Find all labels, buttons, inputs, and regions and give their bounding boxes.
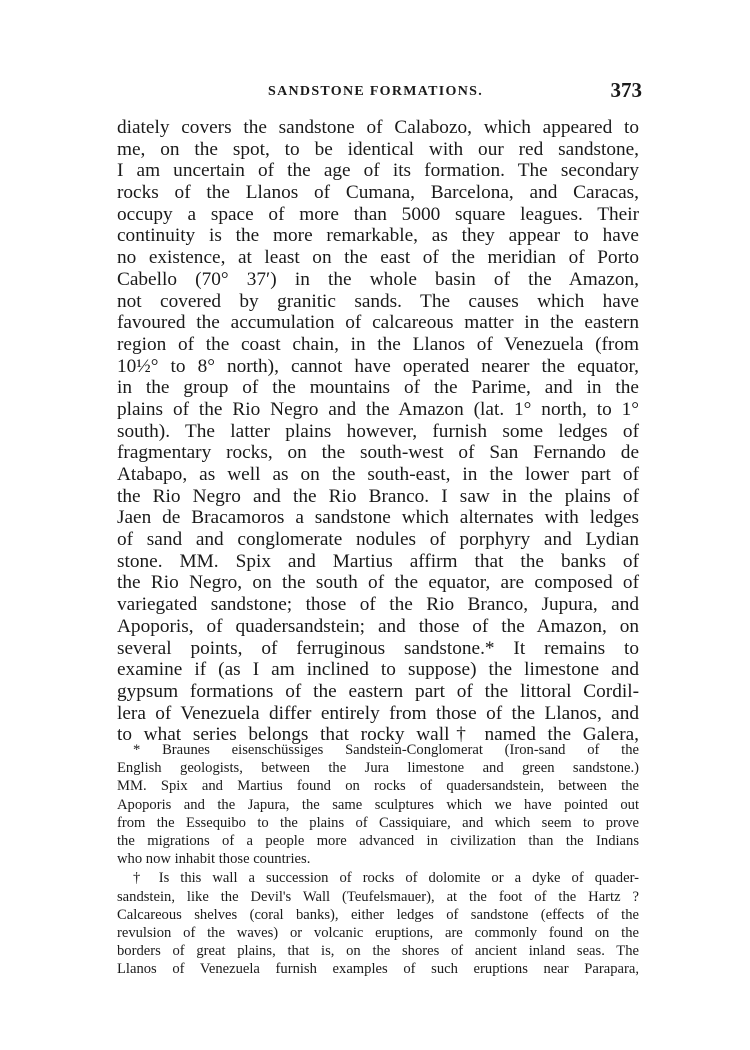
body-line: 10½° to 8° north), cannot have operated nearer the equator, [117,355,639,377]
body-line: Apoporis, of quadersandstein; and those of the Amazon, on [117,615,639,637]
body-line: several points, of ferruginous sandstone.* It remains to [117,637,639,659]
body-line: diately covers the sandstone of Calabozo, which appeared to [117,117,639,138]
body-line: variegated sandstone; those of the Rio Branco, Jupura, and [117,594,639,616]
body-line: continuity is the more remarkable, as they appear to have [117,225,639,247]
body-line: fragmentary rocks, on the south-west of San Fernando de [117,442,639,464]
body-line: no existence, at least on the east of the meridian of Porto [117,247,639,269]
body-line: Atabapo, as well as on the south-east, in the lower part of [117,464,639,485]
footnote-line: * Braunes eisenschüssiges Sandstein-Conglomerat (Iron-sand of the [133,742,639,758]
footnote-line: revulsion of the waves) or volcanic eruptions, are commonly found on the [117,924,639,941]
body-text [117,117,639,746]
footnote-line: who now inhabit those countries. [117,851,311,868]
footnote-line: sandstein, like the Devil's Wall (Teufelsmauer), at the foot of the Hartz ? [117,888,639,905]
body-line: me, on the spot, to be identical with our red sandstone, [117,138,639,160]
body-line: favoured the accumulation of calcareous matter in the eastern [117,312,639,334]
footnote-line: † Is this wall a succession of rocks of dolomite or a dyke of quader- [133,870,639,887]
body-line: gypsum formations of the eastern part of the littoral Cordil- [117,680,639,702]
body-line: the Rio Negro and the Rio Branco. I saw in the plains of [117,485,639,507]
body-line: of sand and conglomerate nodules of porphyry and Lydian [117,529,639,551]
body-line: rocks of the Llanos of Cumana, Barcelona, and Caracas, [117,182,639,204]
body-line: south). The latter plains however, furnish some ledges of [117,420,639,442]
body-line: occupy a space of more than 5000 square leagues. Their [117,203,639,225]
body-line: Cabello (70° 37′) in the whole basin of the Amazon, [117,268,639,290]
footnote-line: Apoporis and the Japura, the same sculptures which we have pointed out [117,796,639,813]
footnote-line: English geologists, between the Jura limestone and green sandstone.) [117,760,639,777]
body-line: region of the coast chain, in the Llanos of Venezuela (from [117,333,639,355]
footnote-line: borders of great plains, that is, on the shores of ancient inland seas. The [117,943,639,960]
footnote-line: MM. Spix and Martius found on rocks of quadersandstein, between the [117,778,639,795]
body-line: examine if (as I am inclined to suppose) the limestone and [117,659,639,681]
page-number: 373 [610,78,642,102]
running-head [112,80,642,106]
footnote-line: Llanos of Venezuela furnish examples of such eruptions near Parapara, [117,961,639,978]
body-line: in the group of the mountains of the Parime, and in the [117,377,639,399]
body-line: lera of Venezuela differ entirely from those of the Llanos, and [117,702,639,724]
footnote-asterisk [117,741,639,868]
footnote-line: the migrations of a people more advanced in civilization than the Indians [117,832,639,849]
body-line: plains of the Rio Negro and the Amazon (lat. 1° north, to 1° [117,398,639,420]
footnote-line: Calcareous shelves (coral banks), either ledges of sandstone (effects of the [117,906,639,923]
footnote-line: from the Essequibo to the plains of Cassiquiare, and which seem to prove [117,814,639,831]
body-line: to what series belongs that rocky wall† named the Galera, [117,724,639,746]
footnotes [117,741,639,978]
footnote-dagger [117,869,639,978]
body-line: Jaen de Bracamoros a sandstone which alternates with ledges [117,507,639,529]
running-title: SANDSTONE FORMATIONS. [268,84,484,99]
body-line: not covered by granitic sands. The causes which have [117,290,639,312]
body-line: the Rio Negro, on the south of the equator, are composed of [117,572,639,594]
body-line: stone. MM. Spix and Martius affirm that the banks of [117,550,639,572]
body-line: I am uncertain of the age of its formation. The secondary [117,160,639,182]
